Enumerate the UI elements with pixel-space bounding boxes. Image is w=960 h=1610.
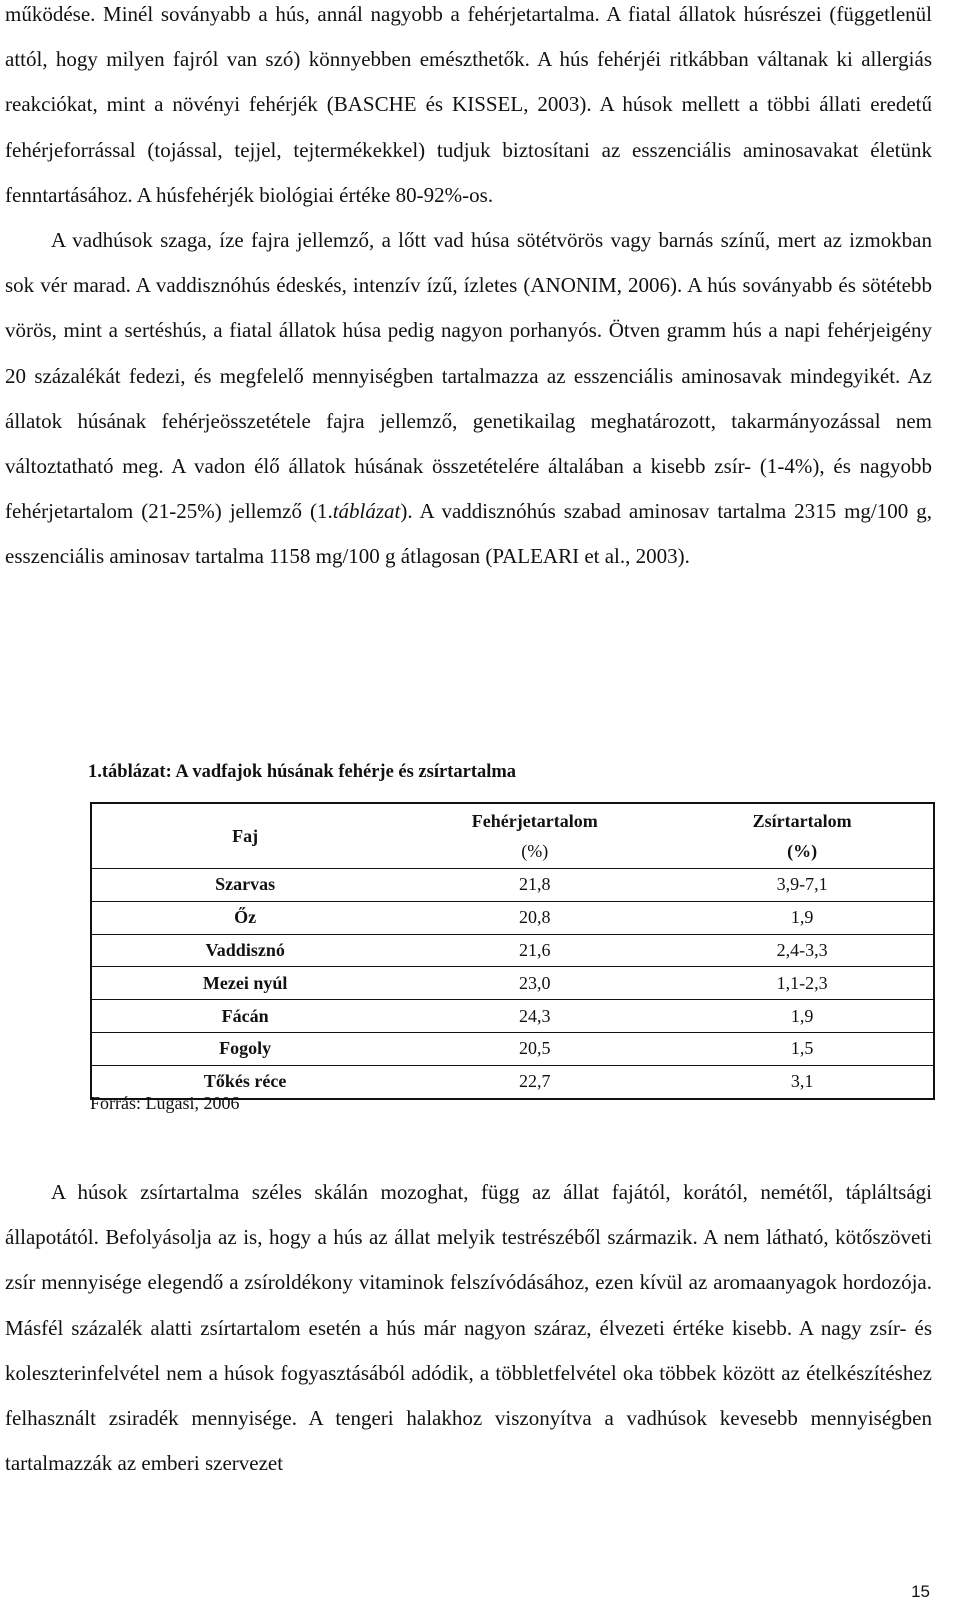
cell-fat: 3,1 bbox=[790, 1071, 814, 1092]
cell-protein: 23,0 bbox=[398, 967, 671, 1000]
table-row bbox=[91, 934, 934, 967]
table-row bbox=[91, 1032, 934, 1065]
table-source: Forrás: Lugasi, 2006 bbox=[90, 1093, 240, 1113]
header-fat: Zsírtartalom (%) bbox=[671, 803, 934, 869]
cell-fat: 1,5 bbox=[671, 1032, 934, 1065]
cell-species: Fogoly bbox=[91, 1032, 398, 1065]
table-header-row bbox=[91, 803, 934, 869]
cell-protein: 24,3 bbox=[398, 1000, 671, 1033]
table-row bbox=[91, 1000, 934, 1033]
table-caption: 1.táblázat: A vadfajok húsának fehérje és zsírtartalma bbox=[88, 762, 517, 782]
cell-species: Tőkés réce bbox=[203, 1071, 287, 1092]
page-number: 15 bbox=[911, 1582, 930, 1601]
cell-fat: 2,4-3,3 bbox=[671, 934, 934, 967]
table-row bbox=[91, 967, 934, 1000]
table-row bbox=[91, 869, 934, 902]
cell-fat: 1,9 bbox=[671, 1000, 934, 1033]
cell-species: Szarvas bbox=[91, 869, 398, 902]
paragraph-game-meat-end: ). A vaddisznóhús szabad aminosav tartalma 2315 mg/100 g, esszenciális aminosav tartalma 1158 mg/100 g átlagosan (PALEARI et al., 2003). bbox=[5, 499, 932, 569]
paragraph-game-meat-text: A vadhúsok szaga, íze fajra jellemző, a lőtt vad húsa sötétvörös vagy barnás színű, mert az izmokban sok vér marad. A vaddisznóhús édeskés, intenzív ízű, ízletes (ANONIM, 2006). A hús soványabb és sötétebb vörös, mint a sertéshús, a fiatal állatok húsa pedig nagyon porhanyós. Ötven gramm hús a napi fehérjeigény 20 százalékát fedezi, és megfelelő mennyiségben tartalmazza az esszenciális aminosavak mindegyikét. Az állatok húsának fehérjeösszetétele fajra jellemző, genetikailag meghatározott, takarmányozással nem változtatható meg. A vadon élő állatok húsának összetételére általában a kisebb zsír- (1-4%), és nagyobb fehérjetartalom (21-25%) jellemző (1. bbox=[5, 228, 932, 524]
cell-species: Fácán bbox=[91, 1000, 398, 1033]
cell-fat: 1,9 bbox=[671, 901, 934, 934]
header-species: Faj bbox=[91, 803, 398, 869]
paragraph-fat bbox=[5, 1170, 932, 1486]
cell-species: Őz bbox=[91, 901, 398, 934]
cell-fat: 1,1-2,3 bbox=[671, 967, 934, 1000]
paragraph-protein-text: működése. Minél soványabb a hús, annál nagyobb a fehérjetartalma. A fiatal állatok húsrészei (függetlenül attól, hogy milyen fajról van szó) könnyebben emészthetők. A hús fehérjéi ritkábban váltanak ki allergiás reakciókat, mint a növényi fehérjék (BASCHE és KISSEL, 2003). A húsok mellett a többi állati eredetű fehérjeforrással (tojással, tejjel, tejtermékekkel) tudjuk biztosítani az esszenciális aminosavakat életünk fenntartásához. A húsfehérjék biológiai értéke 80-92%-os. bbox=[5, 2, 932, 207]
paragraph-fat-text: A húsok zsírtartalma széles skálán mozoghat, függ az állat fajától, korától, nemétől, tápláltsági állapotától. Befolyásolja az is, hogy a hús az állat melyik testrészéből származik. A nem látható, kötőszöveti zsír mennyisége elegendő a zsíroldékony vitaminok felszívódásához, ezen kívül az aromaanyagok hordozója. Másfél százalék alatti zsírtartalom esetén a hús már nagyon száraz, élvezeti értéke kisebb. A nagy zsír- és koleszterinfelvétel nem a húsok fogyasztásából adódik, a többletfelvétel oka többek között az ételkészítéshez felhasznált zsiradék mennyisége. A tengeri halakhoz viszonyítva a vadhúsok kevesebb mennyiségben tartalmazzák az emberi szervezet bbox=[5, 1180, 932, 1476]
cell-protein: 22,7 bbox=[518, 1071, 551, 1092]
table-reference: táblázat bbox=[332, 499, 401, 524]
cell-species: Vaddisznó bbox=[91, 934, 398, 967]
cell-protein: 20,5 bbox=[398, 1032, 671, 1065]
header-protein: Fehérjetartalom (%) bbox=[398, 803, 671, 869]
cell-protein: 21,8 bbox=[398, 869, 671, 902]
cell-species: Mezei nyúl bbox=[91, 967, 398, 1000]
protein-fat-table bbox=[90, 802, 935, 1100]
paragraph-protein bbox=[5, 0, 932, 580]
cell-fat: 3,9-7,1 bbox=[671, 869, 934, 902]
cell-protein: 20,8 bbox=[398, 901, 671, 934]
table-row bbox=[91, 901, 934, 934]
cell-protein: 21,6 bbox=[398, 934, 671, 967]
